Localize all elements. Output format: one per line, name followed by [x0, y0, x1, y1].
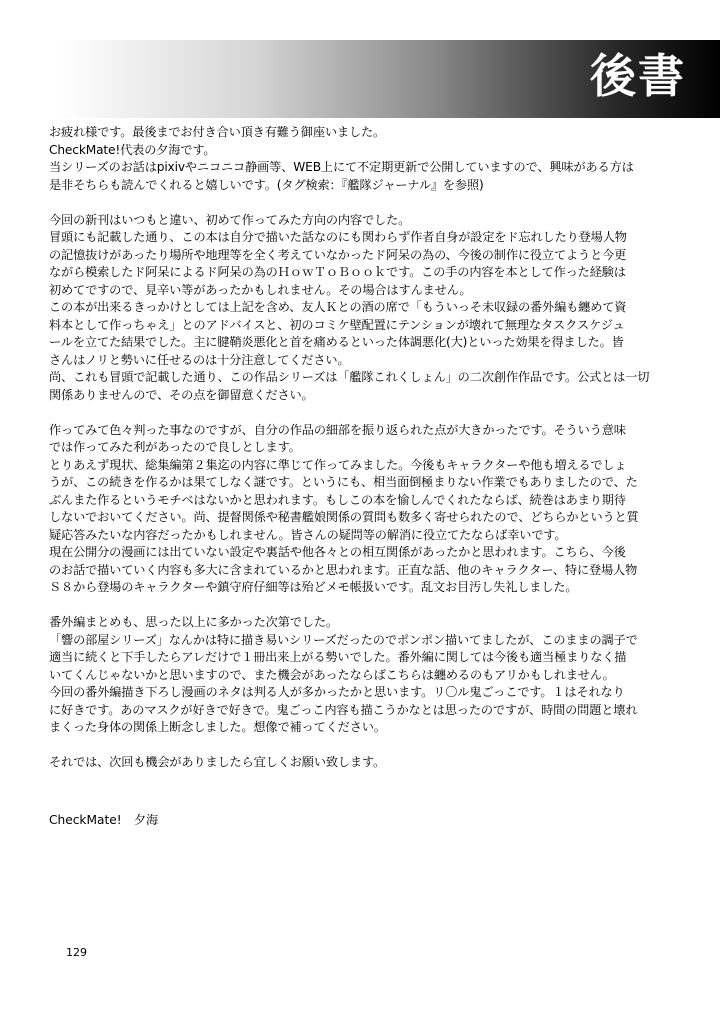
text-line: 料本として作っちゃえ」とのアドバイスと、初のコミケ壁配置にテンションが壊れて無理なタスクスケジュ: [49, 317, 625, 332]
text-line: 適当に続くと下手したらアレだけで１冊出来上がる勢いでした。番外編に関しては今後も適当極まりなく描: [49, 650, 627, 664]
text-line: 現在公開分の漫画には出ていない設定や裏話や他各々との相互関係があったかと思われます。こちら、今後: [49, 545, 626, 559]
text-line: 関係ありませんので、その点を御留意ください。: [49, 387, 314, 402]
text-line: ながら模索したド阿呆によるド阿呆の為のＨｏｗＴｏＢｏｏｋです。この手の内容を本として作った経験は: [49, 265, 626, 279]
text-line: 冒頭にも記載した通り、この本は自分で描いた話なのにも関わらず作者自身が設定をド忘れしたり登場人物: [49, 230, 627, 244]
text-line: 番外編まとめも、思った以上に多かった次第でした。: [49, 615, 338, 629]
paragraph-gap: [49, 737, 689, 755]
text-line: 今回の新刊はいつもと違い、初めて作ってみた方向の内容でした。: [49, 212, 411, 227]
text-line: 疑応答みたいな内容だったかもしれません。皆さんの疑問等の解消に役立てたならば幸いです。: [49, 527, 567, 542]
afterword-body: [49, 124, 689, 772]
text-line: さんはノリと勢いに任せるのは十分注意してください。: [49, 352, 350, 367]
text-line: ールを立てた結果でした。主に腱鞘炎悪化と首を痛めるといった体調悪化(大)といった効果を得ました。皆: [49, 335, 624, 349]
text-line: うが、この続きを作るかは果てしなく謎です。というにも、相当面倒極まりない作業でもありましたので、た: [49, 475, 638, 489]
page-number: 129: [66, 946, 87, 959]
text-line: まくった身体の関係上断念しました。想像で補ってください。: [49, 720, 386, 734]
text-line: の記憶抜けがあったり場所や地理等を全く考えていなかったド阿呆の為の、今後の制作に役立てようと今更: [49, 247, 627, 262]
text-line: 作ってみて色々判った事なのですが、自分の作品の細部を振り返られた点が大きかったです。そういう意味: [49, 422, 626, 437]
text-line: ぶんまた作るというモチベはないかと思われます。もしこの本を愉しんでくれたならば、続巻はあまり期待: [49, 492, 626, 507]
text-line: 尚、これも冒頭で記載した通り、この作品シリーズは「艦隊これくしょん」の二次創作作品です。公式とは一切: [49, 370, 650, 384]
paragraph-gap: [49, 194, 689, 212]
text-line: CheckMate!代表の夕海です。: [49, 142, 216, 157]
text-line: この本が出来るきっかけとしては上記を含め、友人Ｋとの酒の席で「もういっそ未収録の番外編も纏めて資: [49, 300, 627, 314]
text-line: それでは、次回も機会がありましたら宜しくお願い致します。: [49, 755, 386, 769]
text-line: いてくんじゃないかと思いますので、また機会があったならばこちらは纏めるのもアリかもしれません。: [49, 667, 615, 682]
text-line: 今回の番外編描き下ろし漫画のネタは判る人が多かったかと思います。リ〇ル鬼ごっこです。１はそれなり: [49, 685, 625, 699]
text-line: しないでおいてください。尚、提督関係や秘書艦娘関係の質問も数多く寄せられたので、どちらかというと質: [49, 510, 639, 524]
text-line: 「響の部屋シリーズ」なんかは特に描き易いシリーズだったのでポンポン描いてましたが、このままの調子で: [49, 632, 638, 647]
text-line: のお話で描いていく内容も多大に含まれているかと思われます。正直な話、他のキャラクター、特に登場人物: [49, 562, 638, 577]
text-line: Ｓ８から登場のキャラクターや鎮守府仔細等は殆どメモ帳扱いです。乱文お目汚し失礼しました。: [49, 580, 578, 594]
signature: CheckMate! 夕海: [49, 813, 159, 827]
text-line: に好きです。あのマスクが好きで好きで。鬼ごっこ内容も描こうかなとは思ったのですが、時間の問題と壊れ: [49, 702, 638, 717]
text-line: とりあえず現状、総集編第２集迄の内容に準じて作ってみました。今後もキャラクターや他も増えるでしょ: [49, 457, 627, 472]
text-line: 初めてですので、見辛い等があったかもしれません。その場合はすんません。: [49, 282, 472, 297]
text-line: 是非そちらも読んでくれると嬉しいです。(タグ検索：『艦隊ジャーナル』を参照): [49, 177, 484, 192]
text-line: では作ってみた利があったので良しとします。: [49, 440, 301, 454]
paragraph-gap: [49, 404, 689, 422]
text-line: お疲れ様です。最後までお付き合い頂き有難う御座いました。: [49, 125, 386, 139]
page-title: 後書: [590, 49, 686, 103]
text-line: 当シリーズのお話はpixivやニコニコ静画等、WEB上にて不定期更新で公開していますので、興味がある方は: [49, 160, 634, 174]
paragraph-gap: [49, 597, 689, 615]
